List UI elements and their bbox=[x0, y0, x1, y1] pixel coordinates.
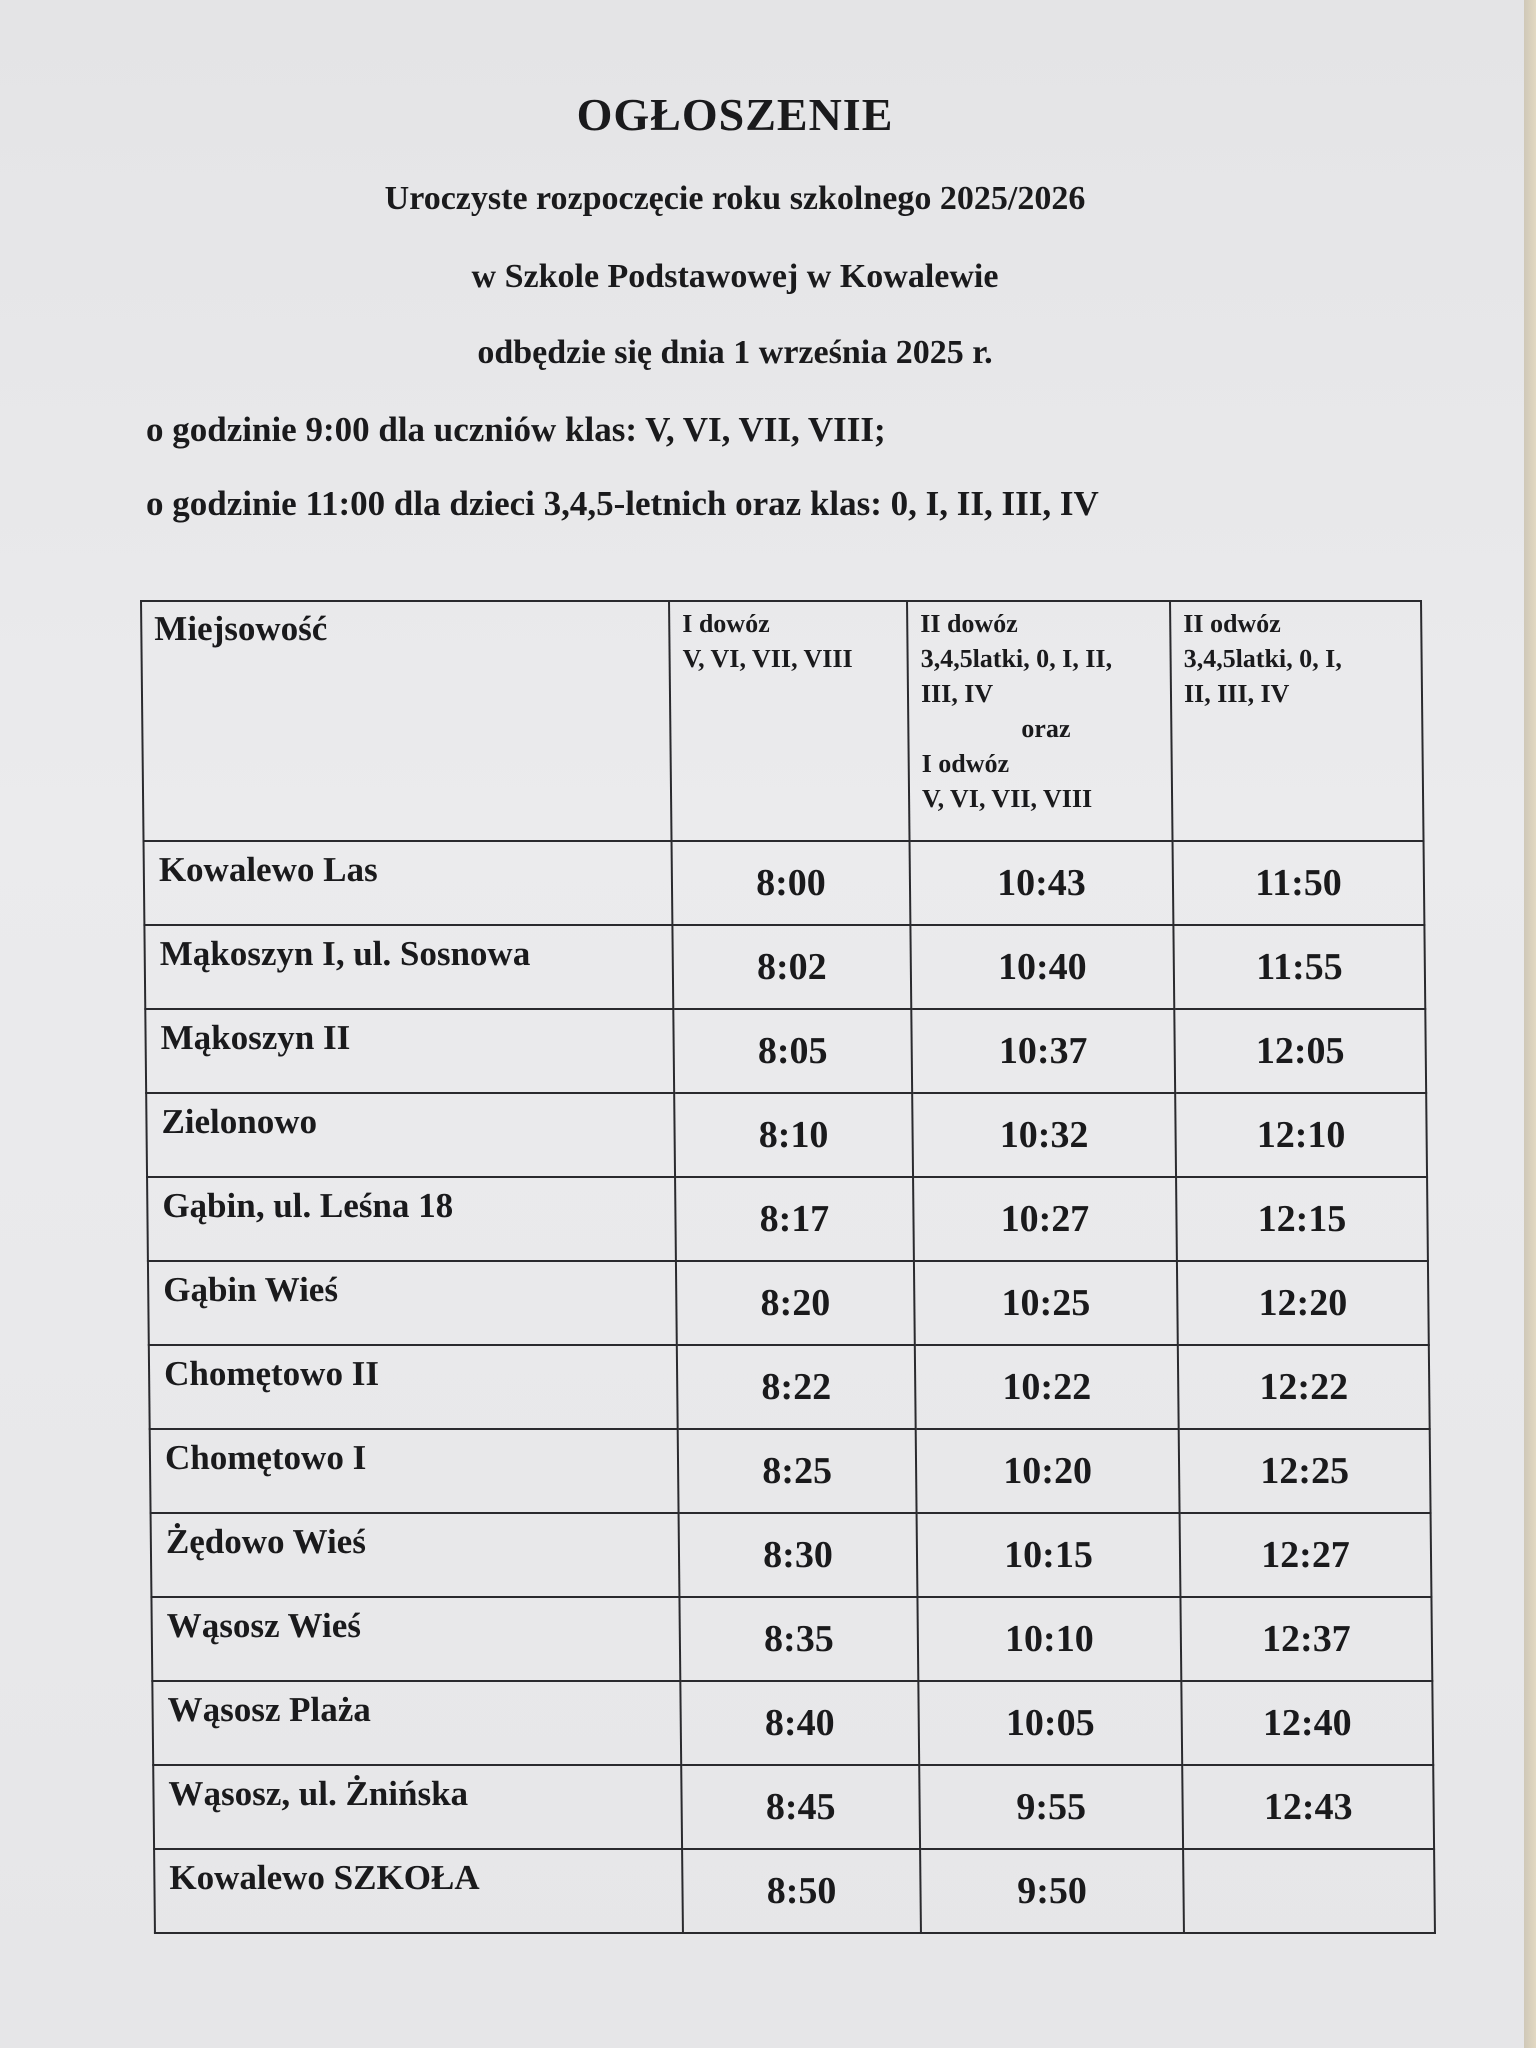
row-time-first-transport: 8:40 bbox=[680, 1681, 919, 1765]
table-row bbox=[144, 841, 1425, 925]
row-time-first-transport: 8:00 bbox=[672, 841, 911, 925]
bus-schedule-table bbox=[140, 600, 1436, 1934]
header-first-return-classes: V, VI, VII, VIII bbox=[921, 784, 1093, 813]
row-time-second-transport: 10:25 bbox=[914, 1261, 1178, 1345]
header-second-return-classes: 3,4,5latki, 0, I, bbox=[1183, 644, 1342, 673]
header-second-return-classes-cont: II, III, IV bbox=[1183, 679, 1290, 708]
row-place: Żędowo Wieś bbox=[151, 1513, 680, 1597]
row-time-second-transport: 9:50 bbox=[920, 1849, 1184, 1933]
row-time-first-transport: 8:02 bbox=[672, 925, 911, 1009]
row-place: Wąsosz Plaża bbox=[152, 1681, 681, 1765]
row-time-second-return: 12:05 bbox=[1174, 1009, 1426, 1093]
header-second-transport-classes: 3,4,5latki, 0, I, II, bbox=[920, 644, 1113, 673]
table-row bbox=[151, 1597, 1432, 1681]
header-second-return-title: II odwóz bbox=[1183, 609, 1281, 638]
row-place: Chomętowo II bbox=[149, 1345, 678, 1429]
row-time-second-transport: 10:20 bbox=[916, 1429, 1180, 1513]
row-time-second-return: 11:50 bbox=[1173, 841, 1425, 925]
row-time-second-return: 12:10 bbox=[1175, 1093, 1427, 1177]
header-first-transport bbox=[669, 601, 910, 841]
row-time-second-return: 12:40 bbox=[1181, 1681, 1433, 1765]
row-place: Zielonowo bbox=[146, 1093, 675, 1177]
header-first-transport-title: I dowóz bbox=[682, 609, 770, 638]
row-place: Kowalewo Las bbox=[144, 841, 673, 925]
row-place: Gąbin Wieś bbox=[148, 1261, 677, 1345]
row-time-second-transport: 10:15 bbox=[917, 1513, 1181, 1597]
notice-line-date: odbędzie się dnia 1 września 2025 r. bbox=[477, 334, 993, 371]
row-time-second-return: 12:43 bbox=[1182, 1765, 1434, 1849]
row-place: Kowalewo SZKOŁA bbox=[154, 1849, 683, 1933]
header-second-return bbox=[1170, 601, 1424, 841]
notice-line-school: w Szkole Podstawowej w Kowalewie bbox=[471, 258, 999, 295]
row-time-second-transport: 10:43 bbox=[910, 841, 1174, 925]
header-second-transport bbox=[907, 601, 1173, 841]
row-place: Chomętowo I bbox=[150, 1429, 679, 1513]
header-second-transport-oraz: oraz bbox=[1021, 714, 1071, 743]
row-time-second-transport: 10:05 bbox=[918, 1681, 1182, 1765]
paper-edge-background bbox=[1524, 0, 1536, 2048]
table-row bbox=[144, 925, 1425, 1009]
table-row bbox=[151, 1513, 1432, 1597]
row-time-second-return: 12:25 bbox=[1179, 1429, 1431, 1513]
row-time-second-return: 12:37 bbox=[1180, 1597, 1432, 1681]
header-first-transport-classes: V, VI, VII, VIII bbox=[682, 644, 853, 673]
table-row bbox=[149, 1345, 1430, 1429]
notice-line-ceremony: Uroczyste rozpoczęcie roku szkolnego 2025/2026 bbox=[384, 180, 1086, 217]
notice-title: OGŁOSZENIE bbox=[576, 89, 894, 140]
row-time-first-transport: 8:10 bbox=[674, 1093, 913, 1177]
row-place: Gąbin, ul. Leśna 18 bbox=[147, 1177, 676, 1261]
row-place: Wąsosz, ul. Żnińska bbox=[153, 1765, 682, 1849]
table-row bbox=[145, 1009, 1426, 1093]
row-place: Wąsosz Wieś bbox=[151, 1597, 680, 1681]
row-time-second-transport: 10:10 bbox=[917, 1597, 1181, 1681]
table-row bbox=[146, 1093, 1427, 1177]
table-row bbox=[150, 1429, 1431, 1513]
row-time-second-transport: 10:22 bbox=[915, 1345, 1179, 1429]
row-time-first-transport: 8:35 bbox=[679, 1597, 918, 1681]
table-row bbox=[148, 1261, 1429, 1345]
row-time-second-transport: 10:37 bbox=[911, 1009, 1175, 1093]
table-row bbox=[152, 1681, 1433, 1765]
table-header-row bbox=[141, 601, 1424, 841]
table-row bbox=[147, 1177, 1428, 1261]
row-time-first-transport: 8:22 bbox=[677, 1345, 916, 1429]
row-time-second-return bbox=[1183, 1849, 1435, 1933]
row-time-first-transport: 8:25 bbox=[678, 1429, 917, 1513]
table-row bbox=[154, 1849, 1435, 1933]
row-time-first-transport: 8:05 bbox=[673, 1009, 912, 1093]
row-time-second-transport: 10:27 bbox=[913, 1177, 1177, 1261]
row-time-second-return: 12:15 bbox=[1176, 1177, 1428, 1261]
header-second-transport-title: II dowóz bbox=[920, 609, 1018, 638]
row-time-second-transport: 9:55 bbox=[919, 1765, 1183, 1849]
row-time-first-transport: 8:45 bbox=[681, 1765, 920, 1849]
row-time-second-transport: 10:32 bbox=[912, 1093, 1176, 1177]
table-row bbox=[153, 1765, 1434, 1849]
row-time-first-transport: 8:50 bbox=[682, 1849, 921, 1933]
notice-line-time-older: o godzinie 9:00 dla uczniów klas: V, VI, VII, VIII; bbox=[146, 410, 886, 449]
row-time-first-transport: 8:30 bbox=[679, 1513, 918, 1597]
row-place: Mąkoszyn I, ul. Sosnowa bbox=[144, 925, 673, 1009]
row-place: Mąkoszyn II bbox=[145, 1009, 674, 1093]
row-time-second-return: 12:20 bbox=[1177, 1261, 1429, 1345]
header-place: Miejsowość bbox=[141, 601, 672, 841]
row-time-second-return: 11:55 bbox=[1173, 925, 1425, 1009]
header-first-return-title: I odwóz bbox=[921, 749, 1010, 778]
header-second-transport-classes-cont: III, IV bbox=[920, 679, 994, 708]
row-time-first-transport: 8:20 bbox=[676, 1261, 915, 1345]
row-time-first-transport: 8:17 bbox=[675, 1177, 914, 1261]
row-time-second-return: 12:27 bbox=[1180, 1513, 1432, 1597]
row-time-second-return: 12:22 bbox=[1178, 1345, 1430, 1429]
notice-line-time-younger: o godzinie 11:00 dla dzieci 3,4,5-letnich oraz klas: 0, I, II, III, IV bbox=[146, 484, 1099, 523]
row-time-second-transport: 10:40 bbox=[910, 925, 1174, 1009]
